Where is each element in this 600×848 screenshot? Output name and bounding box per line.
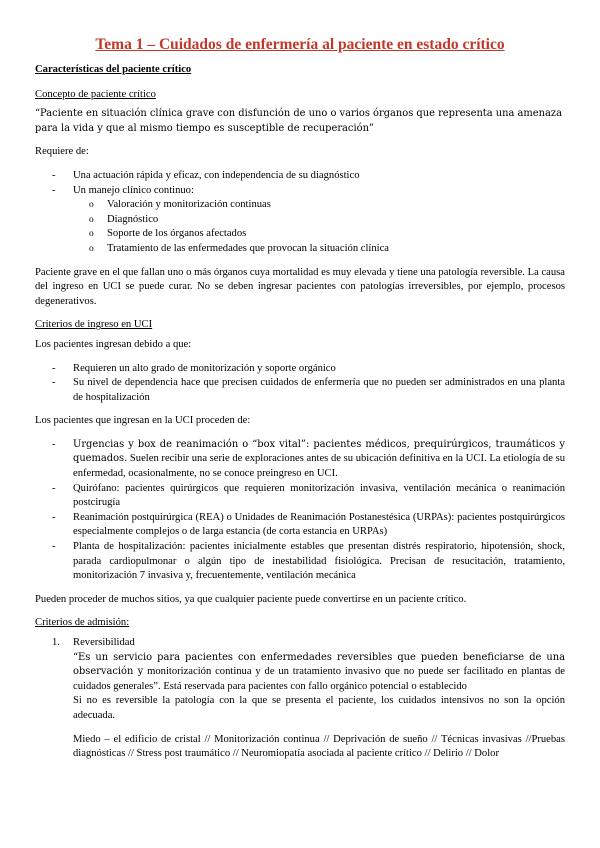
subheading-admission-criteria: Criterios de admisión:	[35, 617, 130, 629]
origins-list	[35, 438, 565, 584]
reversibility-quote: “Es un servicio para pacientes con enfermedades reversibles que pueden beneficiarse de una observación y	[73, 651, 565, 678]
sub-list-item: o Diagnóstico	[73, 213, 565, 228]
patients-enter-label: Los pacientes ingresan debido a que:	[35, 338, 192, 350]
paragraph-serious-patient: Paciente grave en el que fallan uno o más órganos cuya mortalidad es muy elevada y tiene una patología reversible. La causa del ingreso en UCI se puede curar. No se deben ingresar pacientes con patologías irreversibles, por ejemplo, procesos degenerativos.	[35, 266, 565, 307]
section-heading-critical-patient: Características del paciente crítico	[35, 64, 192, 75]
document-body	[35, 60, 565, 771]
list-item: - Una actuación rápida y eficaz, con independencia de su diagnóstico	[35, 169, 565, 184]
list-item: - Reanimación postquirúrgica (REA) o Unidades de Reanimación Postanestésica (URPAs): pacientes postquirúrgicos especialmente complejos o de larga estancia (de corta estancia en URPAs)	[35, 511, 565, 540]
requires-label: Requiere de:	[35, 146, 89, 158]
enter-reasons-list	[35, 362, 565, 406]
requires-list	[35, 169, 565, 257]
list-item: - Planta de hospitalización: pacientes inicialmente estables que presentan distrés respiratorio, hipotensión, shock, parada cardiopulmonar o algún tipo de inestabilidad fisiológica. Precisan de resucitación, tratamiento, monitorización 7 invasiva y, frecuentemente, ventilación mecánica	[35, 540, 565, 584]
list-item: - Quirófano: pacientes quirúrgicos que requieren monitorización invasiva, ventilación mecánica o reanimación postcirugía	[35, 482, 565, 511]
list-item	[35, 636, 565, 762]
list-item: - Requieren un alto grado de monitorización y soporte orgánico	[35, 362, 565, 377]
sub-list-item: o Soporte de los órganos afectados	[73, 227, 565, 242]
origin-emergency-rest: Suelen recibir una serie de exploraciones antes de su ubicación definitiva en la UCI. La etiología de su enfermedad, ocasionalmente, no se conoce preingreso en UCI.	[73, 453, 565, 480]
spacer	[73, 724, 565, 733]
subheading-concept: Concepto de paciente crítico	[35, 88, 156, 100]
sub-list-item: o Tratamiento de las enfermedades que provocan la situación clínica	[73, 242, 565, 257]
concept-quote: “Paciente en situación clínica grave con disfunción de uno o varios órganos que representa una amenaza para la vida y que al mismo tiempo es susceptible de recuperación”	[35, 108, 562, 134]
subheading-icu-criteria: Criterios de ingreso en UCI	[35, 319, 153, 331]
item-title: Reversibilidad	[73, 637, 135, 648]
sub-list	[73, 198, 565, 256]
origin-label: Los pacientes que ingresan en la UCI proceden de:	[35, 415, 251, 427]
fear-line: Miedo – el edificio de cristal // Monitorización continua // Deprivación de sueño // Técnicas invasivas //Pruebas diagnósticas // Stress post traumático // Neuromiopatía asociada al paciente crítico // Delirio // Dolor	[73, 733, 565, 760]
reversibility-rest: . Está reservada para pacientes con fallo orgánico potencial o establecido	[158, 680, 467, 692]
many-places-paragraph: Pueden proceder de muchos sitios, ya que cualquier paciente puede convertirse en un paciente crítico.	[35, 593, 467, 605]
list-item	[35, 184, 565, 257]
reversibility-quote-cont: monitorización continua y de un tratamiento invasivo que no puede ser facilitado en plantas de cuidados generales”	[73, 666, 565, 692]
reversibility-extra: Si no es reversible la patología con la que se presenta el paciente, los cuidados intensivos no son la opción adecuada.	[73, 695, 565, 721]
admission-list	[35, 636, 565, 762]
page-title: Tema 1 – Cuidados de enfermería al paciente en estado crítico	[95, 36, 505, 53]
sub-list-item: o Valoración y monitorización continuas	[73, 198, 565, 213]
list-item	[35, 438, 565, 482]
list-item: - Su nivel de dependencia hace que precisen cuidados de enfermería que no pueden ser administrados en una planta de hospitalización	[35, 376, 565, 405]
origin-emergency-text: Urgencias y box de reanimación o “box vital”: pacientes médicos, prequirúrgicos, traumáticos y quemados.	[73, 438, 565, 465]
list-item-text: Un manejo clínico continuo:	[73, 184, 194, 196]
item-number: 1.	[52, 637, 60, 648]
